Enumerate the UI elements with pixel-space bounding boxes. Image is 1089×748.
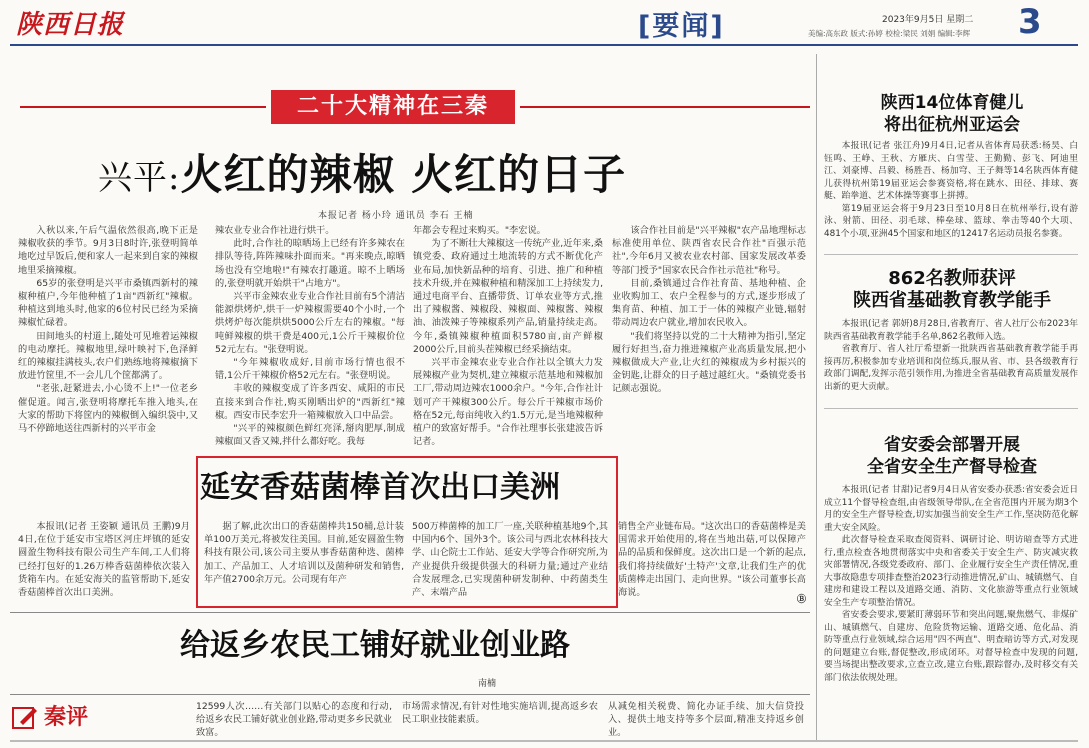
yanan-col-1	[18, 520, 190, 606]
sidebar-divider	[816, 54, 817, 740]
banner-rule-right	[520, 106, 810, 108]
yanan-headline: 延安香菇菌棒首次出口美洲	[200, 470, 560, 505]
main-story-col-3	[413, 224, 603, 450]
headline-line: 陕西14位体育健儿	[880, 93, 1024, 113]
paragraph: 目前,桑镇通过合作社育苗、基地种植、企业收购加工、农户全程参与的方式,逐步形成了集育苗、种植、加工于一体的辣椒产业链,辐射带动周边农户就业,增加农民收入。	[612, 277, 806, 329]
paragraph: "老张,赶紧进去,小心烫不上!"一位老乡催促道。闻言,张登明将摩托车推入地头,在大家的帮助下将筐内的辣椒倒入编织袋中,又马不停蹄地送往西新村的兴平市金	[18, 383, 198, 435]
paragraph: 兴平市金辣农业专业合作社以全镇大力发展辣椒产业为契机,建立辣椒示范基地和辣椒加工厂,带动周边辣农1000余户。"今年,合作社计划可产干辣椒300公斤。每公斤干辣椒市场价格在52元,每亩纯收入约1.5万元,是当地辣椒种植户的致富好帮手。"合作社理事长张建波告诉记者。	[413, 357, 603, 448]
page-number: 3	[1018, 2, 1042, 42]
yanan-col-4	[618, 520, 806, 606]
paragraph: 田间地头的村道上,随处可见堆着运辣椒的电动摩托。辣椒地里,绿叶映衬下,色泽鲜红的辣椒挂满枝头,农户们熟练地将辣椒摘下放进竹筐里,不一会儿几个筐都满了。	[18, 330, 198, 382]
paragraph: 省教育厅、省人社厅希望新一批陕西省基础教育教学能手再接再厉,积极参加专业培训和岗位练兵,服从省、市、县各级教育行政部门调配,发挥示范引领作用,为推进全省基础教育高质量发展作出新的更大贡献。	[824, 344, 1078, 392]
bottom-col-1	[196, 700, 392, 738]
masthead-logo: 陕西日报	[16, 10, 125, 40]
yanan-col-3	[412, 520, 608, 600]
bottom-col-3	[608, 700, 804, 738]
bottom-col-2	[402, 700, 598, 738]
headline-line: 全省安全生产督导检查	[867, 457, 1037, 477]
paragraph: 第19届亚运会将于9月23日至10月8日在杭州举行,设有游泳、射箭、田径、羽毛球、棒垒球、篮球、拳击等40个大项、481个小项,亚洲45个国家和地区的12417名运动员报名参赛。	[824, 203, 1078, 239]
sidebar-rule	[824, 254, 1078, 255]
paragraph: 此时,合作社的晾晒场上已经有许多辣农在排队等待,阵阵辣味扑面而来。"再来晚点,晾晒场也没有空地啦!"有辣农打趣道。晾不上晒场的,张登明就开始烘干"占地方"。	[215, 238, 405, 289]
paragraph: "兴平的辣椒颜色鲜红亮泽,掰肉肥厚,制成辣椒面又香又辣,拌什么都好吃。我每	[215, 423, 405, 448]
paragraph: "我们将坚持以党的二十大精神为指引,坚定履行好担当,奋力推进辣椒产业高质量发展,把小辣椒做成大产业,让火红的辣椒成为乡村振兴的金钥匙,让群众的日子越过越红火。"桑镇党委书记颜志强说。	[612, 330, 806, 395]
bottom-headline: 给返乡农民工铺好就业创业路	[180, 628, 570, 663]
paragraph: 本报讯(记者 王姿颖 通讯员 王鹏)9月4日,在位于延安市宝塔区河庄坪镇的延安圆盈生物科技有限公司生产车间,工人们将已经打包好的1.26万棒香菇菌棒依次装入货箱车内。在延安海关的监管帮助下,延安香菇菌棒首次出口美洲。	[18, 521, 190, 599]
column-banner: 二十大精神在三秦	[271, 90, 515, 124]
commentary-label: 秦评	[44, 705, 89, 730]
headline-place: 兴平:	[98, 158, 181, 198]
paragraph: 此次督导检查采取查阅资料、调研讨论、明访暗查等方式进行,重点检查各地贯彻落实中央和省委关于安全生产、防灾减灾救灾部署情况,各级党委政府、部门、企业履行安全生产责任情况,重大事故隐患专项排查整治2023行动推进情况,矿山、城镇燃气、自建房和建设工程以及道路交通、消防、文化旅游等重点行业领域安全生产专项整治情况。	[824, 535, 1078, 608]
paragraph: 本报讯(记者 郭妍)8月28日,省教育厅、省人社厅公布2023年陕西省基础教育教学能手名单,862名教师入选。	[824, 319, 1078, 342]
headline-text: 火红的辣椒 火红的日子	[180, 150, 627, 199]
paragraph: 省安委会要求,要紧盯薄弱环节和突出问题,聚焦燃气、非煤矿山、城镇燃气、自建房、危险货物运输、道路交通、危化品、消防等重点行业领域,综合运用"四不两直"、明查暗访等方式,对发现的问题建立台账,督促整改,形成闭环。对督导检查中发现的问题,要当场提出整改要求,立查立改,建立台账,跟踪督办,及时移交有关部门依法依规处理。	[824, 610, 1078, 683]
paragraph: 本报讯(记者 张江舟)9月4日,记者从省体育局获悉:杨昊、白钰鸣、王峥、王秋、方雁庆、白雪莹、王勤勤、彭飞、阿迪里江、刘豪博、吕毅、杨胜吾、杨加穹、王子舞等14名陕西体育健儿获得杭州第19届亚运会参赛资格,将在跳水、田径、排球、赛艇、跆拳道、艺术体操等赛事上拼搏。	[824, 141, 1078, 201]
paragraph: 销售全产业链布局。"这次出口的香菇菌棒是美国需求开始使用的,将在当地出菇,可以保障产品的品质和保鲜度。这次出口是一个新的起点,我们将持续做好'土特产'文章,让我们生产的优质菌棒走出国门、走向世界。"该公司董事长高海说。	[618, 521, 806, 599]
paragraph: 入秋以来,午后气温依然很高,晚下正是辣椒收获的季节。9月3日8时许,张登明简单地吃过早饭后,便和家人一起来到自家的辣椒地里采摘辣椒。	[18, 225, 198, 276]
yanan-col-2	[204, 520, 404, 600]
section-label: [要闻]	[638, 11, 725, 42]
main-story-col-2	[215, 224, 405, 450]
main-story-col-4	[612, 224, 806, 450]
paragraph: 年都会专程过来购买。"李宏说。	[413, 225, 546, 236]
pen-icon	[12, 704, 38, 730]
headline-line: 省安委会部署开展	[884, 435, 1020, 455]
section-rule-2	[10, 694, 810, 695]
paragraph: 市场需求情况,有针对性地实施培训,提高返乡农民工职业技能素质。	[402, 701, 598, 726]
paragraph: 辣农业专业合作社进行烘干。	[215, 225, 335, 236]
footer-rule	[10, 740, 1078, 742]
sidebar-headline-3	[832, 434, 1072, 478]
paragraph: 从减免相关税费、简化办证手续、加大信贷投入、提供土地支持等多个层面,精准支持返乡创业。	[608, 701, 804, 738]
main-byline: 本报记者 杨小玲 通讯员 李石 王楠	[318, 211, 474, 221]
sidebar-headline-1	[832, 92, 1072, 136]
headline-line: 862名教师获评	[888, 268, 1016, 289]
sidebar-story-3	[824, 484, 1078, 736]
paragraph: 12599人次……有关部门以贴心的态度和行动,给返乡农民工铺好就业创业路,带动更多乡民就业致富。	[196, 701, 392, 738]
main-headline	[98, 142, 626, 202]
paragraph: 丰收的辣椒变成了许多西安、咸阳的市民直接来到合作社,购买刚晒出炉的"西新红"辣椒。西安市民李宏升一箱辣椒放入口中品尝。	[215, 383, 405, 421]
paragraph: 本报讯(记者 甘甜)记者9月4日从省安委办获悉:省安委会近日成立11个督导检查组,由省级领导带队,在全省范围内开展为期3个月的安全生产督导检查,切实加强当前安全生产工作,坚决防范化解重大安全风险。	[824, 485, 1078, 533]
headline-line: 陕西省基础教育教学能手	[853, 290, 1051, 311]
sidebar-story-1	[824, 140, 1078, 246]
sidebar-headline-2	[832, 268, 1072, 312]
sidebar-story-2	[824, 318, 1078, 398]
issue-date: 2023年9月5日 星期二	[882, 15, 974, 25]
paragraph: "今年辣椒收成好,目前市场行情也很不错,1公斤干辣椒价格52元左右。"张登明说。	[215, 357, 405, 382]
paragraph: 为了不断壮大辣椒这一传统产业,近年来,桑镇党委、政府通过土地流转的方式不断优化产业布局,加快新品种的培育、引进、推广和种植技术升级,并在辣椒种植和精深加工上持续发力,通过电商平台、直播带货、订单农业等方式,推出了辣椒酱、辣椒段、辣椒面、辣椒酱、辣椒油、油泼辣子等辣椒系列产品,销量持续走高。今年,桑镇辣椒种植面积5780亩,亩产鲜椒2000公斤,目前头茬辣椒已经采摘结束。	[413, 238, 603, 355]
main-story-col-1	[18, 224, 198, 450]
paragraph: 该合作社目前是"兴平辣椒"农产品地理标志标准使用单位、陕西省农民合作社"百强示范社",今年6月又被农业农村部、国家发展改革委等部门授予"国家农民合作社示范社"称号。	[612, 225, 806, 276]
paragraph: 据了解,此次出口的香菇菌棒共150桶,总计装单100万美元,将被发往美国。目前,延安圆盈生物科技有限公司,该公司主要从事香菇菌种选、菌棒加工、产品加工、人才培训以及菌种研发和销售,年产值2700余万元。公司现有年产	[204, 521, 404, 585]
banner-rule-left	[20, 106, 266, 108]
section-rule	[10, 612, 810, 613]
sidebar-rule	[824, 408, 1078, 409]
bottom-credit: 南楠	[478, 679, 497, 689]
editor-credits: 美编:高东政 版式:孙婷 校检:梁民 刘娟 编辑:李辉	[808, 29, 971, 38]
paragraph: 兴平市金辣农业专业合作社目前有5个清洁能源烘烤炉,烘干一炉辣椒需要40个小时,一个烘烤炉每次能烘烘5000公斤左右的辣椒。"每吨鲜辣椒的烘干费是400元,1公斤干辣椒价位52元左右。"张登明说。	[215, 291, 405, 355]
masthead-rule	[10, 44, 1078, 46]
paragraph: 500万棒菌棒的加工厂一座,关联种植基地9个,其中国内6个、国外3个。该公司与西北农林科技大学、山仑院士工作站、延安大学等合作研究所,为产业提供升级提供强大的科研力量;通过产业结合发展理念,已实现菌种研发制种、中药菌类生产、末端产品	[412, 521, 608, 599]
headline-line: 将出征杭州亚运会	[884, 115, 1020, 135]
paragraph: 65岁的张登明是兴平市桑镇西新村的辣椒种植户,今年他种植了1亩"西新红"辣椒。种植这到地头时,他家的6位村民已经为采摘辣椒忙碌着。	[18, 277, 198, 329]
end-mark: Ⓑ	[796, 593, 806, 605]
